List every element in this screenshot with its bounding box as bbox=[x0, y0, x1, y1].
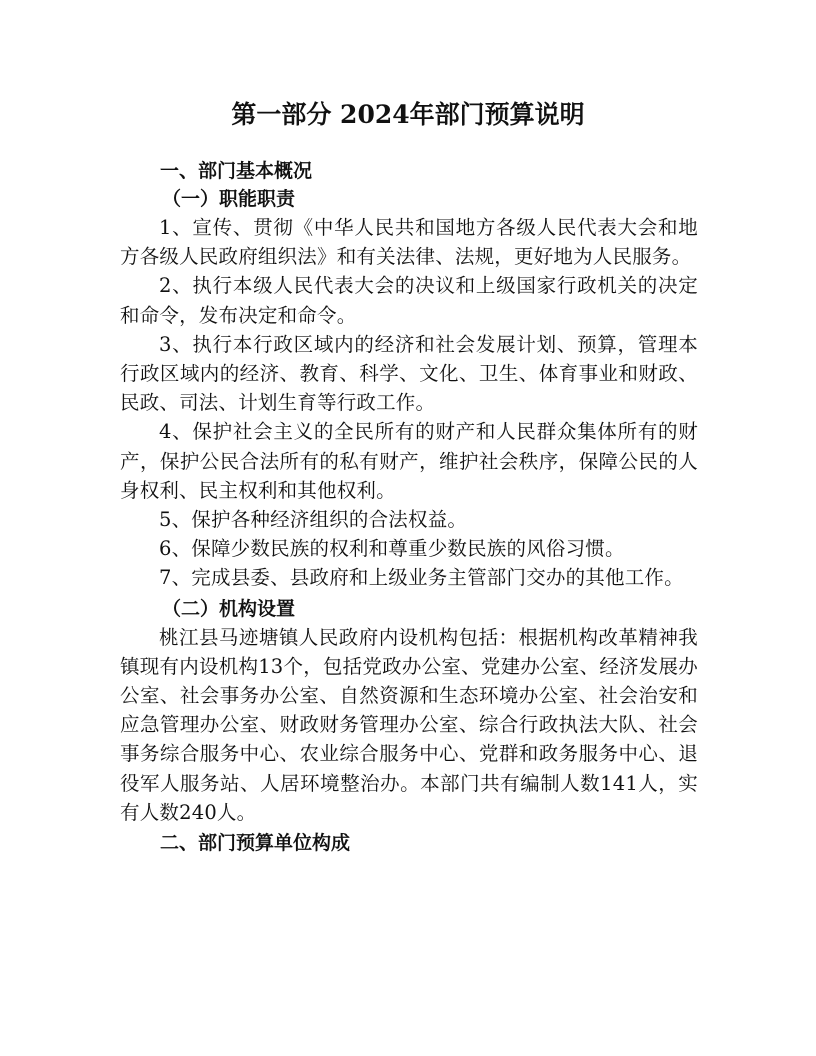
institution-paragraph: 桃江县马迹塘镇人民政府内设机构包括：根据机构改革精神我镇现有内设机构13个，包括党政办公室、党建办公室、经济发展办公室、社会事务办公室、自然资源和生态环境办公室、社会治安和应急管理办公室、财政财务管理办公室、综合行政执法大队、社会事务综合服务中心、农业综合服务中心、党群和政务服务中心、退役军人服务站、人居环境整治办。本部门共有编制人数141人，实有人数240人。 bbox=[120, 625, 698, 824]
subsection-heading-duties: （一）职能职责 bbox=[162, 188, 296, 210]
subsection-heading-institutions: （二）机构设置 bbox=[162, 597, 296, 620]
duty-item-7: 7、完成县委、县政府和上级业务主管部门交办的其他工作。 bbox=[159, 566, 684, 590]
section-heading-basic-overview: 一、部门基本概况 bbox=[160, 160, 313, 182]
page-title: 第一部分 2024年部门预算说明 bbox=[231, 100, 585, 129]
duty-item-4: 4、保护社会主义的全民所有的财产和人民群众集体所有的财产，保护公民合法所有的私有财产，维护社会秩序，保障公民的人身权利、民主权利和其他权利。 bbox=[120, 420, 698, 502]
duty-item-5: 5、保护各种经济组织的合法权益。 bbox=[159, 508, 468, 532]
duty-item-2: 2、执行本级人民代表大会的决议和上级国家行政机关的决定和命令，发布决定和命令。 bbox=[120, 274, 698, 327]
duty-item-3: 3、执行本行政区域内的经济和社会发展计划、预算，管理本行政区域内的经济、教育、科学、文化、卫生、体育事业和财政、民政、司法、计划生育等行政工作。 bbox=[120, 332, 698, 415]
document-body bbox=[120, 157, 698, 857]
section-heading-budget-units: 二、部门预算单位构成 bbox=[160, 832, 351, 855]
duty-item-6: 6、保障少数民族的权利和尊重少数民族的风俗习惯。 bbox=[159, 537, 625, 561]
duty-item-1: 1、宣传、贯彻《中华人民共和国地方各级人民代表大会和地方各级人民政府组织法》和有关法律、法规，更好地为人民服务。 bbox=[120, 216, 698, 269]
